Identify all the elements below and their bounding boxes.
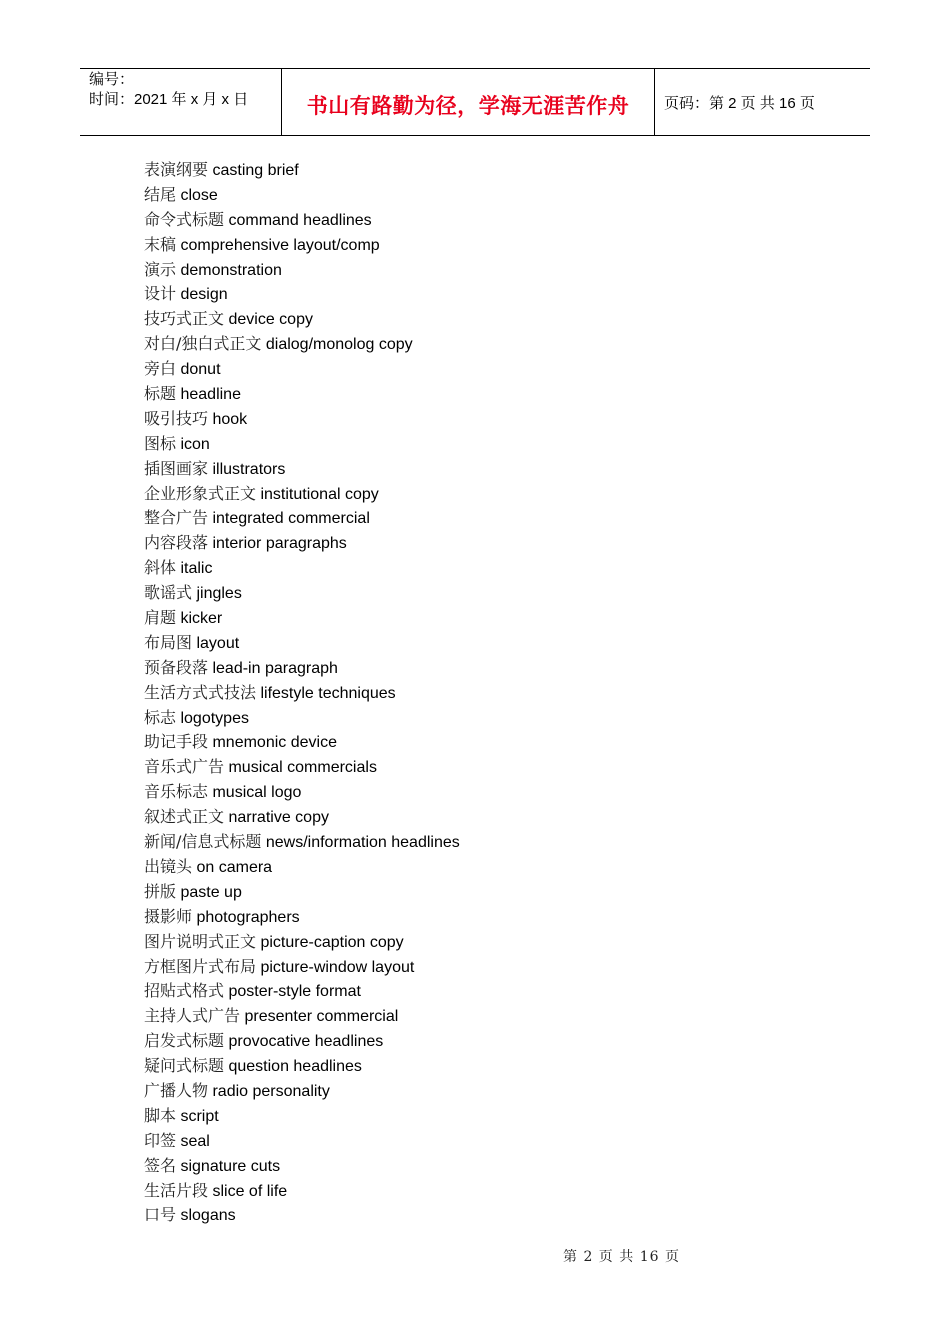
term-english: presenter commercial — [244, 1008, 399, 1026]
term-chinese: 脚本 — [144, 1105, 177, 1125]
term-item — [144, 457, 460, 482]
term-item — [144, 805, 460, 830]
term-item — [144, 1004, 460, 1029]
term-english: lifestyle techniques — [260, 684, 396, 702]
term-chinese: 旁白 — [144, 359, 177, 379]
term-item — [144, 780, 460, 805]
term-english: provocative headlines — [228, 1033, 384, 1051]
term-chinese: 预备段落 — [144, 657, 209, 677]
term-english: italic — [180, 560, 213, 578]
term-chinese: 肩题 — [144, 608, 177, 628]
term-chinese: 摄影师 — [144, 906, 193, 926]
term-item — [144, 183, 460, 208]
term-chinese: 音乐式广告 — [144, 757, 225, 777]
term-chinese: 音乐标志 — [144, 782, 209, 802]
term-item — [144, 631, 460, 656]
term-chinese: 图片说明式正文 — [144, 931, 257, 951]
term-chinese: 标志 — [144, 707, 177, 727]
term-chinese: 生活片段 — [144, 1180, 209, 1200]
term-chinese: 生活方式式技法 — [144, 682, 257, 702]
term-item — [144, 1054, 460, 1079]
term-item — [144, 332, 460, 357]
term-item — [144, 556, 460, 581]
term-item — [144, 955, 460, 980]
term-english: demonstration — [180, 261, 282, 279]
term-chinese: 演示 — [144, 259, 177, 279]
header-page-info: 页码：第 2 页 共 16 页 — [664, 94, 815, 112]
term-chinese: 标题 — [144, 384, 177, 404]
term-item — [144, 208, 460, 233]
term-english: musical logo — [212, 784, 302, 802]
term-item — [144, 1129, 460, 1154]
term-english: script — [180, 1107, 219, 1125]
page-footer: 第 2 页 共 16 页 — [563, 1249, 680, 1265]
term-item — [144, 1029, 460, 1054]
term-english: command headlines — [228, 211, 372, 229]
term-english: signature cuts — [180, 1157, 281, 1175]
term-chinese: 口号 — [144, 1205, 177, 1225]
term-english: hook — [212, 410, 248, 428]
term-chinese: 启发式标题 — [144, 1031, 225, 1051]
term-item — [144, 606, 460, 631]
term-item — [144, 979, 460, 1004]
term-english: mnemonic device — [212, 734, 337, 752]
term-chinese: 末稿 — [144, 234, 177, 254]
term-list — [144, 158, 460, 1228]
term-item — [144, 158, 460, 183]
term-item — [144, 407, 460, 432]
term-item — [144, 830, 460, 855]
term-english: comprehensive layout/comp — [180, 236, 380, 254]
term-chinese: 表演纲要 — [144, 160, 209, 179]
term-item — [144, 1179, 460, 1204]
term-item — [144, 656, 460, 681]
header-page-cell — [655, 69, 870, 135]
term-chinese: 图标 — [144, 433, 177, 453]
term-english: paste up — [180, 883, 242, 901]
term-english: close — [180, 186, 218, 204]
term-item — [144, 531, 460, 556]
term-chinese: 助记手段 — [144, 732, 209, 752]
term-english: institutional copy — [260, 485, 379, 503]
term-english: interior paragraphs — [212, 535, 347, 553]
term-item — [144, 1079, 460, 1104]
term-chinese: 出镜头 — [144, 856, 193, 876]
term-chinese: 设计 — [144, 284, 177, 304]
term-chinese: 疑问式标题 — [144, 1056, 225, 1076]
header-motto-cell — [282, 69, 655, 135]
term-item — [144, 1203, 460, 1228]
term-english: device copy — [228, 311, 313, 329]
term-chinese: 主持人式广告 — [144, 1006, 241, 1026]
term-chinese: 插图画家 — [144, 458, 209, 478]
term-item — [144, 482, 460, 507]
term-item — [144, 855, 460, 880]
term-item — [144, 905, 460, 930]
term-english: picture-caption copy — [260, 933, 404, 951]
term-chinese: 技巧式正文 — [144, 309, 225, 329]
term-chinese: 命令式标题 — [144, 209, 225, 229]
term-item — [144, 1104, 460, 1129]
term-chinese: 整合广告 — [144, 508, 209, 528]
term-chinese: 斜体 — [144, 558, 177, 578]
term-english: photographers — [196, 908, 300, 926]
term-chinese: 吸引技巧 — [144, 408, 209, 428]
term-english: radio personality — [212, 1082, 330, 1100]
term-chinese: 内容段落 — [144, 533, 209, 553]
term-chinese: 歌谣式 — [144, 583, 193, 603]
term-item — [144, 382, 460, 407]
document-date-label: 时间：2021 年 x 月 x 日 — [89, 91, 249, 108]
term-english: integrated commercial — [212, 510, 370, 528]
term-english: picture-window layout — [260, 958, 415, 976]
term-english: slogans — [180, 1207, 236, 1225]
term-item — [144, 706, 460, 731]
term-item — [144, 730, 460, 755]
term-chinese: 布局图 — [144, 632, 193, 652]
term-item — [144, 755, 460, 780]
term-english: question headlines — [228, 1058, 362, 1076]
term-item — [144, 357, 460, 382]
term-item — [144, 930, 460, 955]
term-chinese: 签名 — [144, 1155, 177, 1175]
term-english: poster-style format — [228, 983, 361, 1001]
header-meta-cell — [80, 69, 282, 135]
term-english: musical commercials — [228, 759, 377, 777]
term-chinese: 结尾 — [144, 184, 177, 204]
term-english: jingles — [196, 585, 242, 603]
term-item — [144, 506, 460, 531]
term-item — [144, 233, 460, 258]
term-chinese: 方框图片式布局 — [144, 956, 257, 976]
term-english: headline — [180, 386, 241, 404]
term-item — [144, 581, 460, 606]
term-english: news/information headlines — [265, 834, 460, 852]
term-english: layout — [196, 634, 240, 652]
term-item — [144, 258, 460, 283]
term-english: donut — [180, 361, 221, 379]
term-chinese: 企业形象式正文 — [144, 483, 257, 503]
term-chinese: 广播人物 — [144, 1080, 209, 1100]
term-item — [144, 880, 460, 905]
page-header — [80, 68, 870, 136]
term-english: design — [180, 286, 228, 304]
document-number-label: 编号： — [89, 71, 135, 88]
term-english: icon — [180, 435, 210, 453]
term-item — [144, 681, 460, 706]
term-english: seal — [180, 1132, 210, 1150]
term-item — [144, 282, 460, 307]
term-item — [144, 1154, 460, 1179]
term-chinese: 新闻/信息式标题 — [144, 832, 262, 852]
term-english: dialog/monolog copy — [265, 336, 413, 354]
term-english: casting brief — [212, 162, 299, 179]
term-english: logotypes — [180, 709, 249, 727]
term-chinese: 招贴式格式 — [144, 981, 225, 1001]
term-english: illustrators — [212, 460, 286, 478]
term-chinese: 拼版 — [144, 881, 177, 901]
term-english: lead-in paragraph — [212, 659, 338, 677]
term-item — [144, 307, 460, 332]
term-english: narrative copy — [228, 809, 329, 827]
term-chinese: 印签 — [144, 1130, 177, 1150]
term-english: on camera — [196, 858, 273, 876]
term-chinese: 对白/独白式正文 — [144, 334, 262, 354]
term-english: slice of life — [212, 1182, 288, 1200]
term-chinese: 叙述式正文 — [144, 807, 225, 827]
term-item — [144, 432, 460, 457]
term-english: kicker — [180, 610, 223, 628]
header-motto: 书山有路勤为径，学海无涯苦作舟 — [306, 95, 630, 118]
